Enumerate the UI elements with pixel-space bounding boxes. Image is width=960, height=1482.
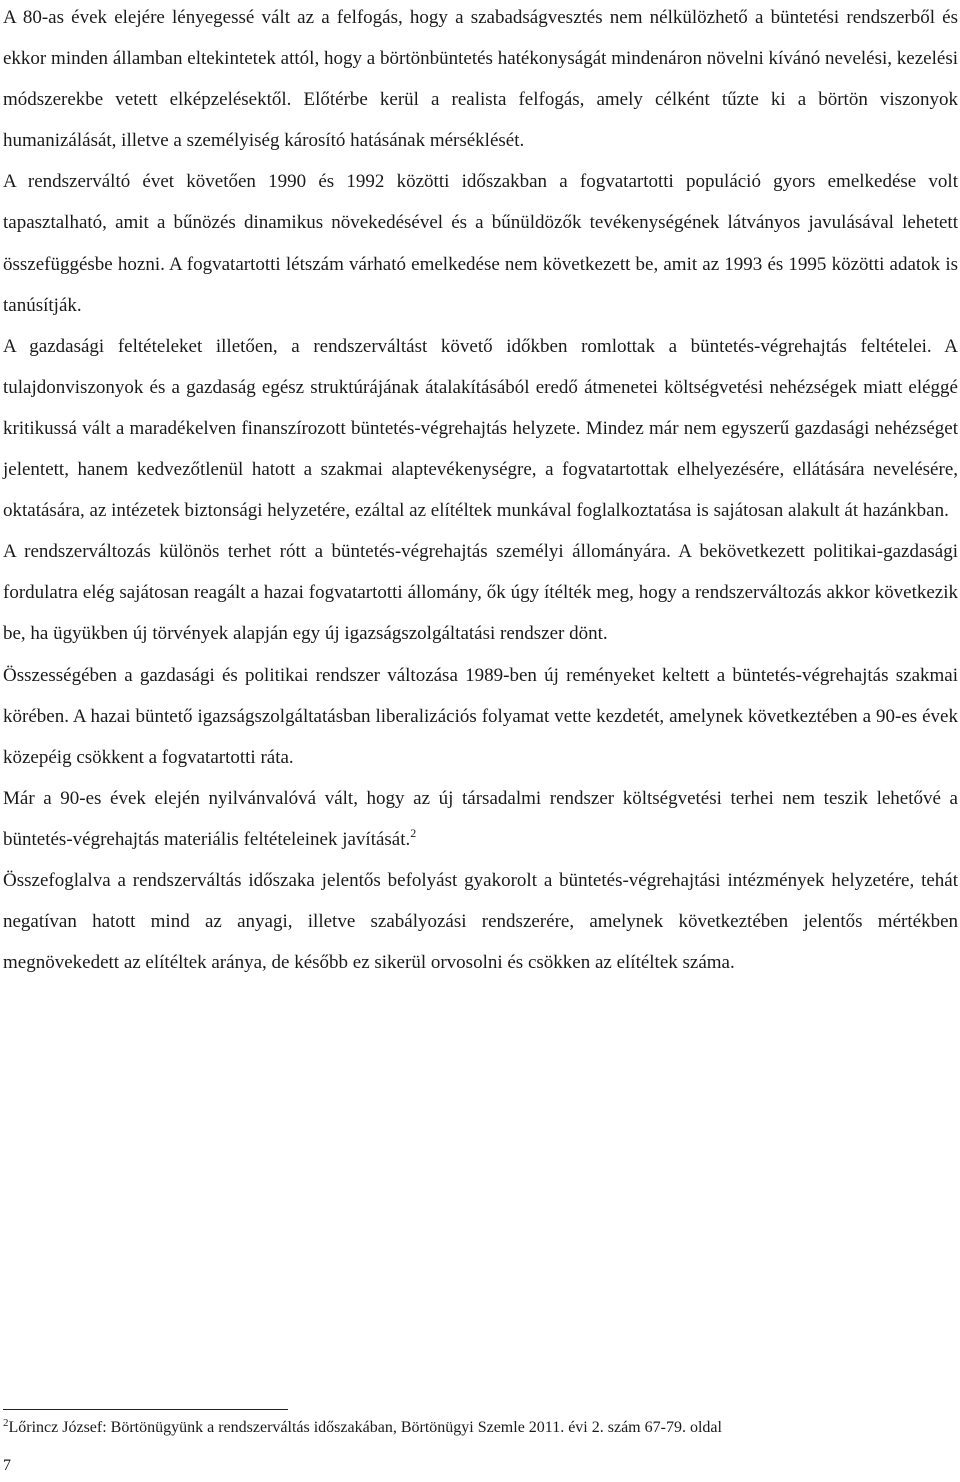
- paragraph-7-text: Összefoglalva a rendszerváltás időszaka jelentős befolyást gyakorolt a büntetés-végrehajtási intézmények helyzetére, tehát negatívan hatott mind az anyagi, illetve szabályozási rendszerére, amelynek következtében jelentős mértékben megnövekedett az elítéltek aránya, de később ez sikerül orvosolni és csökken az elítéltek száma.: [3, 869, 958, 974]
- paragraph-3: [3, 326, 958, 531]
- paragraph-5-text: Összességében a gazdasági és politikai rendszer változása 1989-ben új reményeket keltett a büntetés-végrehajtás szakmai körében. A hazai büntető igazságszolgáltatásban liberalizációs folyamat vette kezdetét, amelynek következtében a 90-es évek közepéig csökkent a fogvatartotti ráta.: [3, 664, 958, 768]
- footnote-marker: 2: [3, 1417, 9, 1429]
- paragraph-2-text: A rendszerváltó évet követően 1990 és 1992 közötti időszakban a fogvatartotti populáció gyors emelkedése volt tapasztalható, amit a bűnözés dinamikus növekedésével és a bűnüldözők tevékenységének látványos javulásával lehetett összefüggésbe hozni. A fogvatartotti létszám várható emelkedése nem következett be, amit az 1993 és 1995 közötti adatok is tanúsítják.: [3, 171, 958, 316]
- paragraph-7: [3, 860, 958, 983]
- paragraph-6: [3, 778, 958, 860]
- paragraph-2: [3, 161, 958, 325]
- paragraph-1-text: A 80-as évek elejére lényegessé vált az a felfogás, hogy a szabadságvesztés nem nélkülözhető a büntetési rendszerből és ekkor minden államban eltekintetek attól, hogy a börtönbüntetés hatékonyságát mindenáron növelni kívánó nevelési, kezelési módszerekbe vetett elképzelésektől. Előtérbe kerül a realista felfogás, amely célként tűzte ki a börtön viszonyok humanizálását, illetve a személyiség károsító hatásának mérséklését.: [3, 7, 958, 152]
- footnote-reference[interactable]: 2: [410, 825, 417, 840]
- paragraph-4-text: A rendszerváltozás különös terhet rótt a büntetés-végrehajtás személyi állományára. A bekövetkezett politikai-gazdasági fordulatra elég sajátosan reagált a hazai fogvatartotti állomány, ők úgy ítélték meg, hogy a rendszerváltozás akkor következik be, ha ügyükben új törvények alapján egy új igazságszolgáltatási rendszer dönt.: [3, 541, 958, 645]
- page-number: 7: [3, 1457, 11, 1474]
- paragraph-6-text: Már a 90-es évek elején nyilvánvalóvá vált, hogy az új társadalmi rendszer költségvetési terhei nem teszik lehetővé a büntetés-végrehajtás materiális feltételeinek javítását.: [3, 787, 958, 850]
- paragraph-1: [3, 0, 958, 161]
- paragraph-4: [3, 531, 958, 654]
- footnote-text: Lőrincz József: Börtönügyünk a rendszerváltás időszakában, Börtönügyi Szemle 2011. évi 2. szám 67-79. oldal: [8, 1419, 722, 1436]
- paragraph-3-text: A gazdasági feltételeket illetően, a rendszerváltást követő időkben romlottak a büntetés-végrehajtás feltételei. A tulajdonviszonyok és a gazdaság egész struktúrájának átalakításából eredő átmenetei költségvetési nehézségek miatt eléggé kritikussá vált a maradékelven finanszírozott büntetés-végrehajtás helyzete. Mindez már nem egyszerű gazdasági nehézséget jelentett, hanem kedvezőtlenül hatott a szakmai alaptevékenységre, a fogvatartottak elhelyezésére, ellátására nevelésére, oktatására, az intézetek biztonsági helyzetére, ezáltal az elítéltek munkával foglalkoztatása is sajátosan alakult át hazánkban.: [3, 335, 958, 522]
- paragraph-5: [3, 655, 958, 778]
- footnote-separator: [3, 1409, 288, 1410]
- footnote: [3, 1418, 953, 1438]
- body-text: [3, 0, 958, 983]
